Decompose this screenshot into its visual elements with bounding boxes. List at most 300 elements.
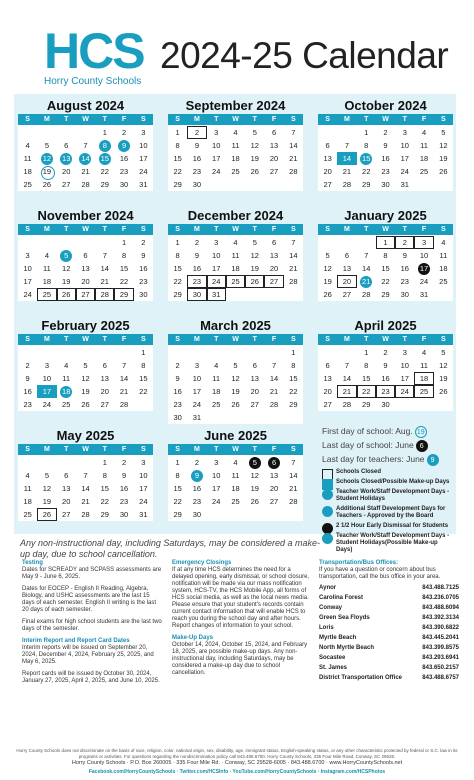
day-cell: 24: [212, 167, 221, 176]
weekday-label: T: [102, 116, 107, 123]
day-cell: 13: [269, 141, 279, 150]
day-cell: 6: [64, 141, 69, 150]
weekday-header: [18, 444, 153, 455]
day-cell: 27: [269, 167, 279, 176]
day-cell: 27: [269, 497, 279, 506]
day-cell: 5: [44, 141, 49, 150]
day-cell: 4: [233, 238, 238, 247]
weekday-label: T: [252, 336, 257, 343]
teachers-day-badge: 9: [427, 454, 439, 466]
day-cell: 30: [139, 290, 148, 299]
day-cell: 13: [269, 471, 279, 480]
day-cell: 11: [439, 251, 448, 260]
legend-work: [322, 489, 454, 503]
empty-cell: [37, 236, 56, 249]
day-cell: 3: [402, 128, 407, 137]
day-cell: 31: [139, 180, 148, 189]
day-cell: 11: [420, 141, 428, 150]
empty-cell: [76, 456, 95, 469]
day-cell: 21: [119, 387, 129, 396]
day-cell: 8: [175, 141, 180, 150]
empty-cell: [76, 236, 95, 249]
day-cell: 29: [173, 180, 182, 189]
day-cell: 5: [441, 348, 446, 357]
day-cell: 30: [400, 290, 409, 299]
day-cell: 18: [231, 484, 240, 493]
office-name: Loris: [319, 625, 334, 631]
address-footer: Horry County Schools · P.O. Box 260005 · 335 Four Mile Rd. · Conway, SC 29528-6005 · 843.488.6700 · www.HorryCountySchools.net: [71, 760, 403, 766]
testing-p2: Dates for EOCEP - English II Reading, Algebra, Biology, and USHC assessments are the last 15 days of each semester. English II writing is the last 20 days of each semester.: [22, 586, 157, 613]
weekday-label: S: [25, 116, 30, 123]
weekday-label: F: [271, 446, 277, 453]
weekday-label: S: [25, 226, 30, 233]
weekday-header: [18, 224, 153, 235]
office-name: Aynor: [319, 585, 337, 591]
day-cell: 19: [439, 374, 448, 383]
day-cell: 19: [42, 497, 52, 506]
day-cell: 6: [271, 128, 277, 137]
day-grid: [318, 235, 453, 301]
day-grid: [168, 345, 303, 424]
day-cell: 12: [62, 264, 71, 273]
day-cell: 18: [42, 277, 52, 286]
day-cell: 1: [141, 348, 146, 357]
day-cell: 29: [100, 510, 109, 519]
day-cell: 17: [212, 484, 221, 493]
day-grid: [18, 235, 153, 301]
day-cell: 3: [141, 458, 146, 467]
weekday-label: F: [121, 116, 127, 123]
day-cell: 8: [291, 361, 296, 370]
offices-title: Transportation/Bus Offices:: [319, 560, 399, 566]
day-cell: 23: [400, 277, 409, 286]
weekday-label: T: [402, 336, 407, 343]
month-title: May 2025: [56, 428, 115, 443]
weekday-label: T: [214, 336, 219, 343]
day-cell: 11: [23, 154, 32, 163]
day-cell: 3: [214, 238, 219, 247]
weekday-label: S: [175, 116, 180, 123]
day-cell: 18: [212, 387, 221, 396]
header: [0, 0, 474, 92]
weekday-label: T: [102, 226, 107, 233]
day-cell: 28: [289, 497, 298, 506]
day-cell: 29: [362, 180, 371, 189]
nondiscrimination-footer: Horry County Schools does not discriminate on the basis of race, religion, color, national origin, sex, disability, age, immigrant status, English-speaking status, or any other characteristic protected by federal or S.C. law in its programs or activities. For questions regarding the nondiscrimination policy call 843.488.6700. Horry County Schools, 335 Four Mile Road, Conway, SC 29526.: [16, 748, 458, 759]
empty-cell: [187, 346, 206, 359]
day-cell: 26: [81, 400, 90, 409]
day-cell: 9: [383, 361, 388, 370]
empty-cell: [37, 456, 56, 469]
day-cell: 20: [250, 387, 259, 396]
last-day-badge: 6: [416, 440, 428, 452]
day-cell: 28: [269, 400, 279, 409]
office-phone[interactable]: 843.399.8575: [422, 645, 459, 651]
day-cell: 14: [362, 264, 371, 273]
hcs-logo: [44, 23, 148, 87]
weekday-label: W: [382, 226, 389, 233]
day-cell: 23: [381, 167, 390, 176]
day-cell: 15: [173, 264, 182, 273]
day-cell: 19: [37, 165, 56, 178]
day-cell: 23: [119, 497, 129, 506]
day-cell: 25: [62, 400, 71, 409]
empty-cell: [57, 456, 76, 469]
month-calendar: [18, 428, 153, 521]
day-cell: 12: [439, 141, 448, 150]
day-grid: [168, 125, 303, 191]
weekday-label: F: [121, 226, 127, 233]
office-name: District Transportation Office: [319, 675, 403, 681]
weekday-label: S: [441, 336, 446, 343]
day-cell: 29: [114, 288, 133, 301]
empty-cell: [76, 346, 95, 359]
legend-label: 2 1/2 Hour Early Dismissal for Students: [336, 523, 449, 529]
empty-cell: [18, 346, 37, 359]
day-cell: 10: [42, 374, 52, 383]
office-phone[interactable]: 843.390.6822: [422, 625, 459, 631]
day-cell: 4: [233, 458, 238, 467]
day-cell: 6: [325, 361, 330, 370]
day-cell: 11: [231, 471, 240, 480]
testing-column: [22, 560, 162, 690]
day-cell: 24: [42, 400, 52, 409]
day-cell: 12: [439, 361, 448, 370]
day-cell: 3: [402, 348, 407, 357]
weekday-label: S: [25, 336, 30, 343]
day-cell: 11: [212, 374, 221, 383]
last-day-label: Last day of school: June: [322, 440, 414, 450]
day-cell: 27: [100, 400, 109, 409]
day-cell: 22: [173, 167, 182, 176]
office-row: [319, 623, 459, 633]
weekday-label: T: [214, 116, 219, 123]
day-cell: 20: [337, 275, 356, 288]
day-cell: 2: [121, 458, 127, 467]
day-cell: 30: [381, 400, 390, 409]
day-cell: 20: [62, 167, 71, 176]
day-cell: 3: [214, 458, 219, 467]
day-cell: 1: [291, 348, 296, 357]
day-cell: 17: [414, 262, 433, 275]
day-cell: 21: [81, 167, 90, 176]
weekday-label: T: [364, 226, 369, 233]
day-cell: 4: [25, 141, 30, 150]
first-day-label: First day of school: Aug.: [322, 426, 413, 436]
day-cell: 16: [400, 264, 409, 273]
weekday-label: F: [271, 226, 277, 233]
weekday-label: S: [441, 116, 446, 123]
day-cell: 12: [81, 374, 90, 383]
office-row: [319, 633, 459, 643]
day-cell: 3: [414, 236, 433, 249]
legend-early: [322, 523, 454, 530]
day-cell: 14: [119, 374, 129, 383]
month-title: February 2025: [41, 318, 130, 333]
month-title: June 2025: [204, 428, 267, 443]
month-title: October 2024: [344, 98, 427, 113]
weekday-label: T: [214, 446, 219, 453]
weekday-label: S: [175, 446, 180, 453]
legend-label: Teacher Work/Staff Development Days - Student Holidays(Possible Make-up Days): [336, 533, 450, 553]
empty-cell: [57, 346, 76, 359]
day-cell: 16: [119, 154, 129, 163]
weekday-label: T: [364, 116, 369, 123]
day-cell: 2: [383, 348, 388, 357]
empty-cell: [57, 126, 76, 139]
weekday-label: M: [44, 226, 50, 233]
day-cell: 10: [212, 251, 221, 260]
day-cell: 4: [233, 128, 238, 137]
day-cell: 22: [119, 277, 129, 286]
day-cell: 14: [269, 374, 279, 383]
day-cell: 3: [141, 128, 146, 137]
office-phone[interactable]: 843.488.6757: [422, 675, 459, 681]
legend-label: Teacher Work/Staff Development Days - Student Holidays: [336, 489, 450, 502]
weekday-label: M: [44, 336, 50, 343]
day-cell: 23: [119, 167, 129, 176]
day-cell: 25: [419, 167, 429, 176]
day-cell: 25: [414, 385, 433, 398]
day-cell: 30: [187, 288, 206, 301]
day-cell: 24: [395, 385, 414, 398]
empty-cell: [337, 346, 356, 359]
day-cell: 6: [325, 141, 330, 150]
weekday-label: S: [291, 116, 296, 123]
day-cell: 10: [23, 264, 32, 273]
day-cell: 18: [231, 154, 240, 163]
day-cell: 16: [119, 484, 129, 493]
office-phone[interactable]: 843.392.3134: [422, 615, 459, 621]
legend-staff: [322, 506, 454, 520]
day-cell: 7: [271, 361, 277, 370]
weekday-label: S: [141, 116, 146, 123]
day-cell: 9: [383, 141, 388, 150]
day-cell: 25: [212, 400, 221, 409]
day-cell: 27: [76, 288, 95, 301]
makeup-note: Any non-instructional day, including Saturdays, may be considered a make-up day, due to school cancellation.: [20, 538, 320, 559]
day-cell: 5: [441, 128, 446, 137]
day-cell: 12: [250, 251, 259, 260]
day-cell: 13: [81, 264, 90, 273]
day-cell: 7: [291, 238, 296, 247]
day-cell: 23: [173, 400, 182, 409]
interim-p2: Report cards will be issued by October 30, 2024, January 27, 2025, April 2, 2025, and June 10, 2025.: [22, 671, 160, 684]
day-cell: 1: [364, 128, 369, 137]
testing-p3: Final exams for high school students are the last two days of the semester.: [22, 619, 162, 632]
office-phone[interactable]: 843.650.2157: [422, 665, 459, 671]
interim-p1: Interim reports will be issued on September 20, 2024, December 4, 2024, February 25, 2025, and May 6, 2025.: [22, 645, 154, 665]
weekday-label: T: [252, 226, 257, 233]
weekday-label: T: [64, 336, 69, 343]
day-cell: 15: [139, 374, 148, 383]
day-cell: 4: [214, 361, 219, 370]
day-cell: 31: [207, 288, 226, 301]
office-row: [319, 603, 459, 613]
day-cell: 18: [419, 154, 429, 163]
day-cell: 18: [414, 372, 433, 385]
day-cell: 26: [37, 508, 56, 521]
day-cell: 1: [175, 128, 180, 137]
day-cell: 16: [192, 264, 202, 273]
day-cell: 12: [231, 374, 240, 383]
day-cell: 15: [381, 264, 390, 273]
month-calendar: [168, 208, 303, 301]
office-phone[interactable]: 843.293.6941: [422, 655, 459, 661]
day-cell: 17: [212, 154, 221, 163]
day-cell: 7: [291, 128, 296, 137]
day-cell: 17: [37, 385, 56, 398]
weekday-label: W: [232, 336, 239, 343]
day-cell: 9: [141, 251, 146, 260]
day-cell: 31: [400, 180, 409, 189]
weekday-label: S: [325, 116, 330, 123]
day-cell: 1: [376, 236, 395, 249]
weekday-label: M: [194, 226, 200, 233]
office-row: [319, 673, 459, 683]
day-cell: 10: [400, 141, 409, 150]
legend-label: Schools Closed: [336, 469, 382, 475]
month-title: April 2025: [354, 318, 417, 333]
weekday-label: F: [421, 226, 427, 233]
empty-cell: [168, 346, 187, 359]
emergency-column: [172, 560, 312, 682]
empty-cell: [226, 346, 245, 359]
empty-cell: [337, 126, 356, 139]
day-cell: 14: [337, 152, 356, 165]
day-cell: 9: [187, 469, 206, 482]
day-cell: 25: [226, 275, 245, 288]
day-cell: 16: [23, 387, 32, 396]
day-cell: 15: [119, 264, 129, 273]
day-cell: 2: [121, 128, 127, 137]
day-cell: 4: [421, 128, 427, 137]
weekday-label: S: [291, 226, 296, 233]
logo-letters: HCS: [44, 23, 144, 79]
day-cell: 21: [289, 154, 298, 163]
month-title: November 2024: [37, 208, 134, 223]
offices-list: [319, 583, 459, 683]
social-links[interactable]: Facebook.com/HorryCountySchools · Twitter.com/HCSInfo · YouTube.com/HorryCountySchools · Instagram.com/HCSPhotos: [88, 769, 386, 775]
day-cell: 19: [81, 387, 90, 396]
day-grid: [318, 345, 453, 411]
empty-cell: [337, 236, 356, 249]
day-cell: 20: [100, 387, 109, 396]
day-cell: 19: [250, 264, 259, 273]
testing-title: Testing: [22, 560, 43, 566]
day-cell: 26: [250, 167, 259, 176]
weekday-label: T: [402, 116, 407, 123]
day-cell: 3: [194, 361, 199, 370]
legend-work-makeup: [322, 533, 454, 554]
day-cell: 22: [173, 277, 182, 286]
day-cell: 16: [173, 387, 182, 396]
testing-p1: Dates for SCREADY and SCPASS assessments are May 9 - June 6, 2025.: [22, 567, 162, 580]
weekday-label: M: [344, 116, 350, 123]
day-cell: 28: [81, 180, 90, 189]
day-cell: 20: [269, 264, 279, 273]
weekday-label: W: [382, 336, 389, 343]
day-cell: 16: [192, 484, 202, 493]
empty-cell: [18, 456, 37, 469]
day-cell: 7: [291, 458, 296, 467]
office-phone[interactable]: 843.445.2041: [422, 635, 459, 641]
weekday-label: W: [82, 226, 89, 233]
day-cell: 22: [173, 497, 182, 506]
day-cell: 29: [173, 510, 182, 519]
day-cell: 13: [323, 374, 332, 383]
day-cell: 13: [323, 154, 332, 163]
weekday-label: W: [382, 116, 389, 123]
day-cell: 13: [269, 251, 279, 260]
weekday-label: M: [44, 446, 50, 453]
weekday-label: W: [82, 116, 89, 123]
day-grid: [18, 455, 153, 521]
day-cell: 15: [289, 374, 298, 383]
weekday-label: S: [291, 446, 296, 453]
month-calendar: [318, 318, 453, 411]
day-cell: 26: [42, 180, 52, 189]
day-cell: 26: [231, 400, 240, 409]
day-cell: 19: [439, 154, 448, 163]
weekday-label: S: [441, 226, 446, 233]
office-phone[interactable]: 843.488.7125: [422, 585, 459, 591]
day-cell: 17: [139, 484, 148, 493]
office-row: [319, 653, 459, 663]
weekday-label: W: [232, 226, 239, 233]
weekday-label: F: [421, 116, 427, 123]
weekday-header: [18, 334, 153, 345]
office-phone[interactable]: 843.236.0705: [422, 595, 459, 601]
day-cell: 19: [250, 484, 259, 493]
office-name: Carolina Forest: [319, 595, 364, 601]
day-cell: 23: [192, 497, 202, 506]
day-cell: 28: [289, 277, 298, 286]
office-phone[interactable]: 843.488.6094: [422, 605, 459, 611]
day-cell: 10: [419, 251, 429, 260]
day-cell: 21: [81, 497, 90, 506]
day-cell: 23: [187, 275, 206, 288]
empty-cell: [18, 236, 37, 249]
day-cell: 26: [439, 167, 448, 176]
day-cell: 15: [357, 152, 376, 165]
month-calendar: [318, 98, 453, 191]
day-cell: 27: [264, 275, 283, 288]
day-cell: 18: [23, 167, 32, 176]
day-cell: 28: [81, 510, 90, 519]
day-cell: 18: [439, 264, 448, 273]
day-cell: 27: [62, 180, 71, 189]
day-cell: 28: [119, 400, 129, 409]
day-cell: 21: [342, 167, 352, 176]
day-cell: 17: [400, 374, 409, 383]
month-calendar: [168, 318, 303, 424]
day-cell: 13: [62, 484, 71, 493]
day-cell: 11: [231, 141, 240, 150]
weekday-label: W: [82, 336, 89, 343]
day-cell: 19: [62, 277, 71, 286]
day-grid: [318, 125, 453, 191]
weekday-label: T: [252, 446, 257, 453]
teachers-day-label: Last day for teachers: June: [322, 454, 425, 464]
day-cell: 19: [250, 154, 259, 163]
weekday-label: M: [194, 336, 200, 343]
work-swatch: [322, 489, 333, 500]
empty-cell: [264, 346, 283, 359]
day-cell: 26: [439, 387, 448, 396]
empty-cell: [57, 236, 76, 249]
day-cell: 5: [325, 251, 330, 260]
